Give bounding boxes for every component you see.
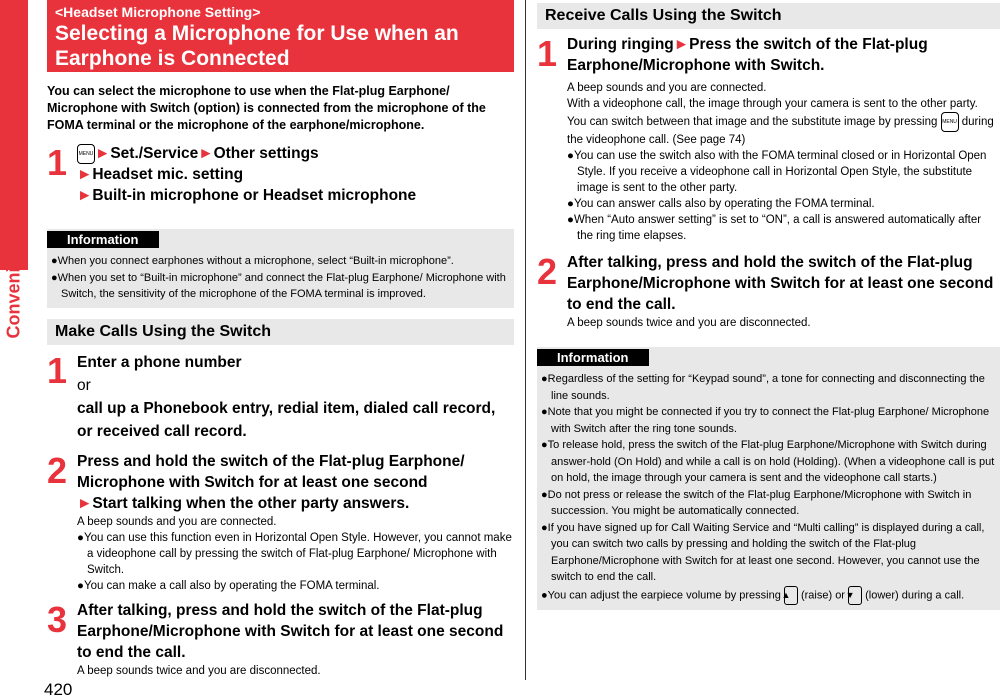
info-item: ●When you set to “Built-in microphone” and connect the Flat-plug Earphone/ Microphone with Switch, the sensitivity of the microphone of the FOMA terminal is improved. [51, 271, 506, 300]
step-1 [47, 143, 514, 206]
chapter-label: Convenient Functions [3, 149, 24, 339]
note-item: ●You can use this function even in Horizontal Open Style. However, you cannot make a videophone call by pressing the switch of Flat-plug Earphone/ Microphone with Switch. [77, 531, 512, 576]
info-item: ●Regardless of the setting for “Keypad sound”, a tone for connecting and disconnecting the line sounds. [541, 373, 985, 402]
page-title [47, 0, 514, 72]
column-divider [525, 0, 526, 680]
menu-key-icon: MENU [941, 112, 959, 132]
note-item: ●When “Auto answer setting” is set to “ON”, a call is answered automatically after the ring time elapses. [567, 214, 982, 242]
arrow-icon: ► [77, 166, 93, 183]
up-key-icon: ▲ [784, 586, 798, 605]
intro-text: You can select the microphone to use when the Flat-plug Earphone/ Microphone with Switch (option) is connected from the microphone of the FOMA terminal or the microphone of the earphone/microphone. [47, 84, 486, 132]
arrow-icon: ► [77, 187, 93, 204]
info-item: ●When you connect earphones without a microphone, select “Built-in microphone”. [51, 255, 454, 267]
step-number: 1 [47, 142, 68, 183]
menu-path: Built-in microphone or Headset microphone [92, 187, 417, 204]
section-heading: Receive Calls Using the Switch [537, 3, 1000, 29]
menu-path: Headset mic. setting [92, 166, 244, 183]
step-1: 1 During ringing►Press the switch of the Flat-plug Earphone/Microphone with Switch. A beep sounds and you are connected. With a videophone call, the image through your camera is sent to the other party. You can switch between that image and the substitute image by pressing MENU during the videophone call. (See page 74) ●You can use the switch also with the FOMA terminal closed or in Horizontal Open Style. If you receive a videophone call in Horizontal Open Style, the substitute image is sent to the other party. ●You can answer calls also by operating the FOMA terminal. ●When “Auto answer setting” is set to “ON”, a call is answered automatically after the ring time elapses. [537, 34, 1000, 244]
step-number: 3 [47, 598, 68, 640]
info-item: ●To release hold, press the switch of the Flat-plug Earphone/Microphone with Switch during answer-hold (On Hold) and while a call is on hold (Holding). (When a videophone call is put on hold, the image through your camera is sent and the videophone call starts.) [541, 439, 995, 484]
step-number: 2 [47, 449, 68, 491]
menu-path: Set./Service [110, 145, 199, 162]
left-column [47, 0, 514, 679]
info-heading: Information [537, 349, 649, 366]
step-1: 1 Enter a phone number or call up a Phonebook entry, redial item, dialed call record, or received call record. [47, 349, 496, 440]
menu-path: Other settings [213, 145, 319, 162]
title-subheading: <Headset Microphone Setting> [55, 4, 261, 20]
step-2: 2 Press and hold the switch of the Flat-plug Earphone/ Microphone with Switch for at least one second ►Start talking when the other party answers. A beep sounds and you are connected. ●You can use this function even in Horizontal Open Style. However, you cannot make a videophone call by pressing the switch of Flat-plug Earphone/ Microphone with Switch. ●You can make a call also by operating the FOMA terminal. [47, 451, 514, 594]
page-number: 420 [44, 680, 73, 699]
note-item: ●You can use the switch also with the FOMA terminal closed or in Horizontal Open Style. If you receive a videophone call in Horizontal Open Style, the substitute image is sent to the other party. [567, 150, 987, 194]
menu-key-icon: MENU [77, 144, 95, 164]
arrow-icon: ► [673, 36, 690, 53]
step-2: 2 After talking, press and hold the switch of the Flat-plug Earphone/Microphone with Switch for at least one second to end the call. A beep sounds twice and you are disconnected. [537, 251, 994, 329]
step-3: 3 After talking, press and hold the switch of the Flat-plug Earphone/Microphone with Switch for at least one second to end the call. A beep sounds twice and you are disconnected. [47, 598, 504, 677]
info-panel [47, 229, 514, 308]
section-heading: Make Calls Using the Switch [47, 319, 514, 345]
info-heading: Information [47, 231, 159, 248]
info-item: ●If you have signed up for Call Waiting Service and “Multi calling” is displayed during a call, you can switch two calls by pressing and holding the switch of the Flat-plug Earphone/Microphone with Switch for at least one second. However, you cannot use the switch to end the call. [541, 521, 985, 583]
arrow-icon: ► [198, 145, 214, 162]
title-heading: Selecting a Microphone for Use when an Earphone is Connected [55, 22, 459, 70]
step-number: 2 [537, 251, 558, 292]
right-column [537, 0, 1000, 610]
down-key-icon: ▼ [848, 586, 862, 605]
info-panel [537, 347, 1000, 610]
info-item: ●Do not press or release the switch of the Flat-plug Earphone/Microphone with Switch in succession. You might be automatically connected. [541, 488, 972, 517]
arrow-icon: ► [95, 145, 111, 162]
info-item: ●You can adjust the earpiece volume by pressing ▲ (raise) or ▼ (lower) during a call. [541, 586, 996, 605]
step-number: 1 [47, 349, 68, 391]
info-item: ●Note that you might be connected if you try to connect the Flat-plug Earphone/ Microphone with Switch after the ring tone sounds. [541, 406, 990, 435]
note-item: ●You can make a call also by operating the FOMA terminal. [77, 579, 380, 592]
arrow-icon: ► [77, 494, 93, 512]
step-number: 1 [537, 33, 558, 74]
note-item: ●You can answer calls also by operating the FOMA terminal. [567, 198, 875, 210]
